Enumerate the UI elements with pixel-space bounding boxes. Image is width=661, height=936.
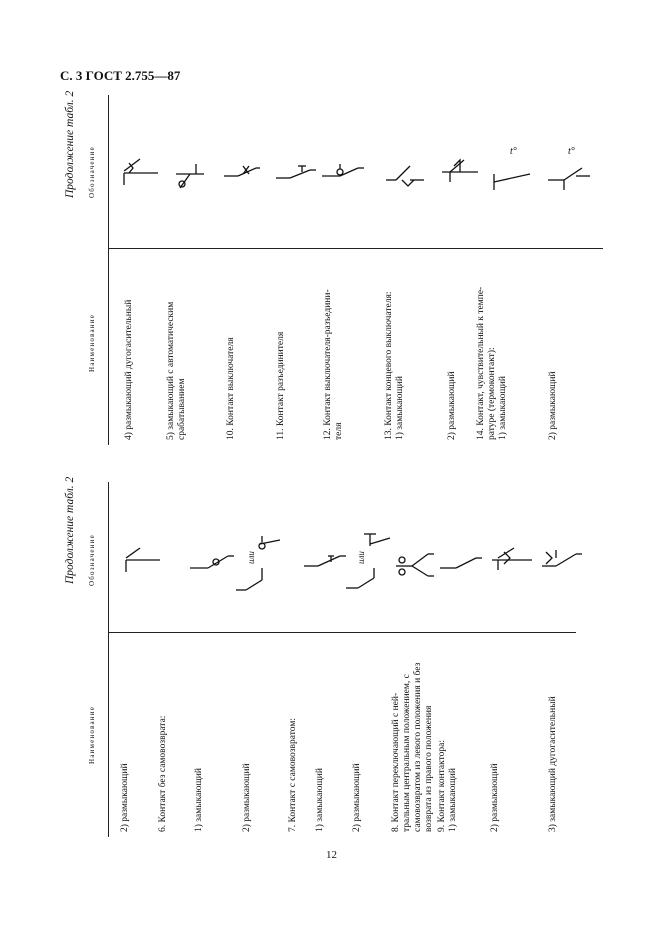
svg-text:t°: t° — [568, 146, 575, 157]
limit-switch-break-icon — [434, 156, 486, 190]
lower-table-header-rule — [108, 632, 576, 633]
lower-col-symbol-header: Обозначение — [88, 534, 96, 586]
upper-table-caption: Продолжение табл. 2 — [64, 90, 76, 198]
contact-break-icon — [116, 546, 166, 580]
upper-entry: 12. Контакт выключателя-разъедини- теля — [323, 289, 344, 440]
upper-entry: 10. Контакт выключателя — [226, 337, 236, 440]
lower-entry: 1) замыкающий — [194, 768, 204, 832]
upper-entry: 4) размыкающий дугогасительный — [124, 299, 134, 440]
svg-text:или: или — [356, 551, 366, 564]
contactor-make-icon — [436, 550, 486, 580]
svg-text:или: или — [246, 551, 256, 564]
contactor-make-arc-icon — [534, 544, 590, 584]
lower-entry: 2) размыкающий — [352, 763, 362, 832]
upper-col-symbol-header: Обозначение — [88, 146, 96, 198]
contact-break-arc-icon — [112, 155, 168, 189]
lower-entry: 7. Контакт с самовозвратом: — [288, 718, 298, 832]
switch-contact-icon — [218, 162, 266, 188]
disconnector-contact-icon — [270, 162, 320, 190]
changeover-contact-icon — [390, 544, 440, 584]
upper-entry: 5) замыкающий с автоматическим срабатыванием — [166, 301, 187, 440]
lower-entry: 6. Контакт без самовозврата: — [158, 715, 168, 832]
upper-entry: 2) размыкающий — [548, 371, 558, 440]
page-number: 12 — [326, 849, 337, 861]
upper-table-header-rule — [108, 248, 603, 249]
upper-entry: 14. Контакт, чувствительный к темпе- ратуре (термоконтакт): 1) замыкающий — [476, 286, 508, 440]
contact-auto-trip-icon — [166, 160, 214, 194]
upper-table-top-border — [108, 95, 109, 445]
lower-entry: 2) размыкающий — [242, 763, 252, 832]
upper-col-name-header: Наименование — [88, 313, 96, 372]
upper-entry: 11. Контакт разъединителя — [276, 331, 286, 440]
page-header: С. 3 ГОСТ 2.755—87 — [60, 68, 181, 83]
lower-entry: 3) замыкающий дугогасительный — [548, 696, 558, 832]
lower-table-top-border — [108, 482, 109, 837]
contact-no-return-break-icon — [232, 528, 290, 598]
limit-switch-make-icon — [380, 160, 432, 192]
lower-col-name-header: Наименование — [88, 705, 96, 764]
contact-no-return-make-icon — [186, 550, 238, 580]
contactor-break-icon — [484, 546, 540, 578]
thermal-contact-break-icon — [540, 140, 596, 196]
upper-entry: 13. Контакт концевого выключателя: 1) замыкающий — [384, 291, 405, 440]
lower-entry: 8. Контакт переключающий с ней- тральным центральным положением, с самовозвратом из левого положения и без возврата из правого положения — [391, 662, 434, 832]
upper-entry: 2) размыкающий — [447, 371, 457, 440]
lower-table-caption: Продолжение табл. 2 — [64, 476, 76, 584]
lower-entry: 2) размыкающий — [120, 763, 130, 832]
lower-entry: 2) размыкающий — [490, 763, 500, 832]
svg-text:t°: t° — [510, 146, 517, 157]
lower-entry: 9. Контакт контактора: 1) замыкающий — [437, 739, 458, 832]
lower-entry: 1) замыкающий — [315, 768, 325, 832]
thermal-contact-make-icon — [484, 140, 536, 196]
switch-disconnector-contact-icon — [318, 160, 368, 188]
